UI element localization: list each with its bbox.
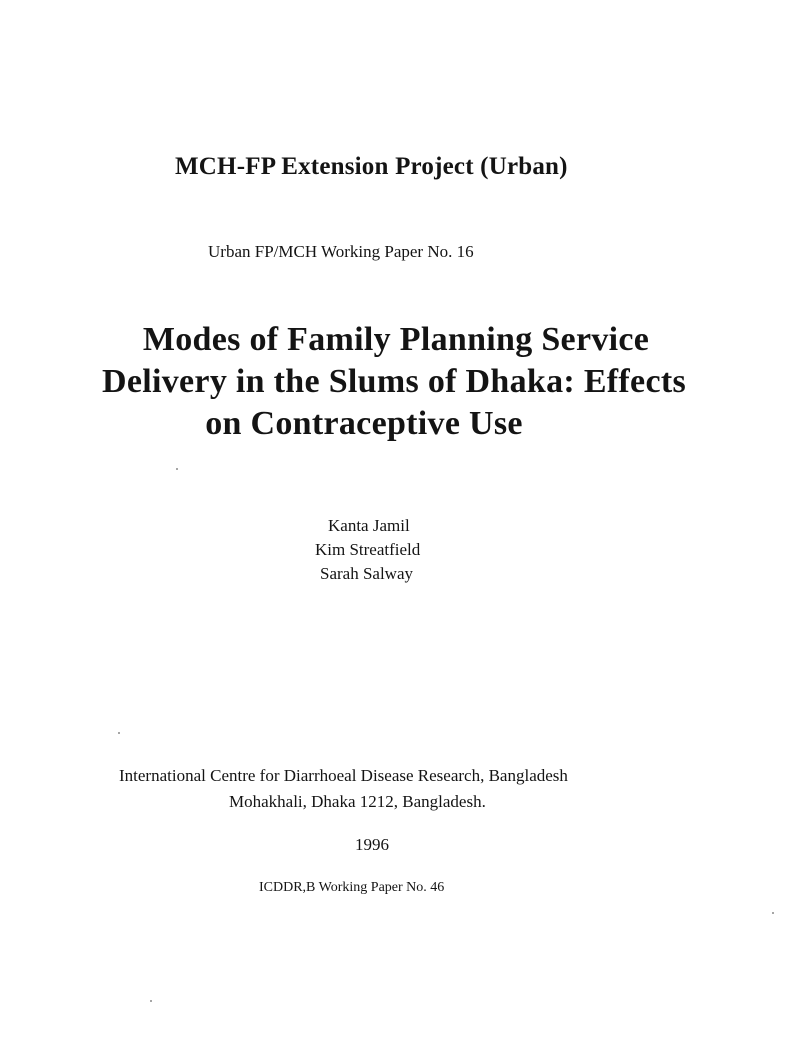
institution-address: Mohakhali, Dhaka 1212, Bangladesh.	[229, 792, 486, 811]
scan-speck	[118, 732, 120, 734]
title-line-1: Modes of Family Planning Service	[142, 321, 650, 358]
title-line-3: on Contraceptive Use	[205, 405, 523, 442]
scan-speck	[772, 912, 774, 914]
project-title: MCH-FP Extension Project (Urban)	[175, 153, 568, 180]
icddrb-working-paper-number: ICDDR,B Working Paper No. 46	[259, 880, 445, 895]
institution-name: International Centre for Diarrhoeal Disease Research, Bangladesh	[119, 766, 568, 785]
author-name: Sarah Salway	[320, 564, 414, 583]
publication-year: 1996	[355, 835, 389, 854]
author-name: Kim Streatfield	[315, 540, 421, 559]
scan-speck	[176, 468, 178, 470]
scan-speck	[150, 1000, 152, 1002]
series-label: Urban FP/MCH Working Paper No. 16	[208, 242, 474, 261]
title-line-2: Delivery in the Slums of Dhaka: Effects	[102, 363, 686, 400]
author-name: Kanta Jamil	[328, 516, 410, 535]
